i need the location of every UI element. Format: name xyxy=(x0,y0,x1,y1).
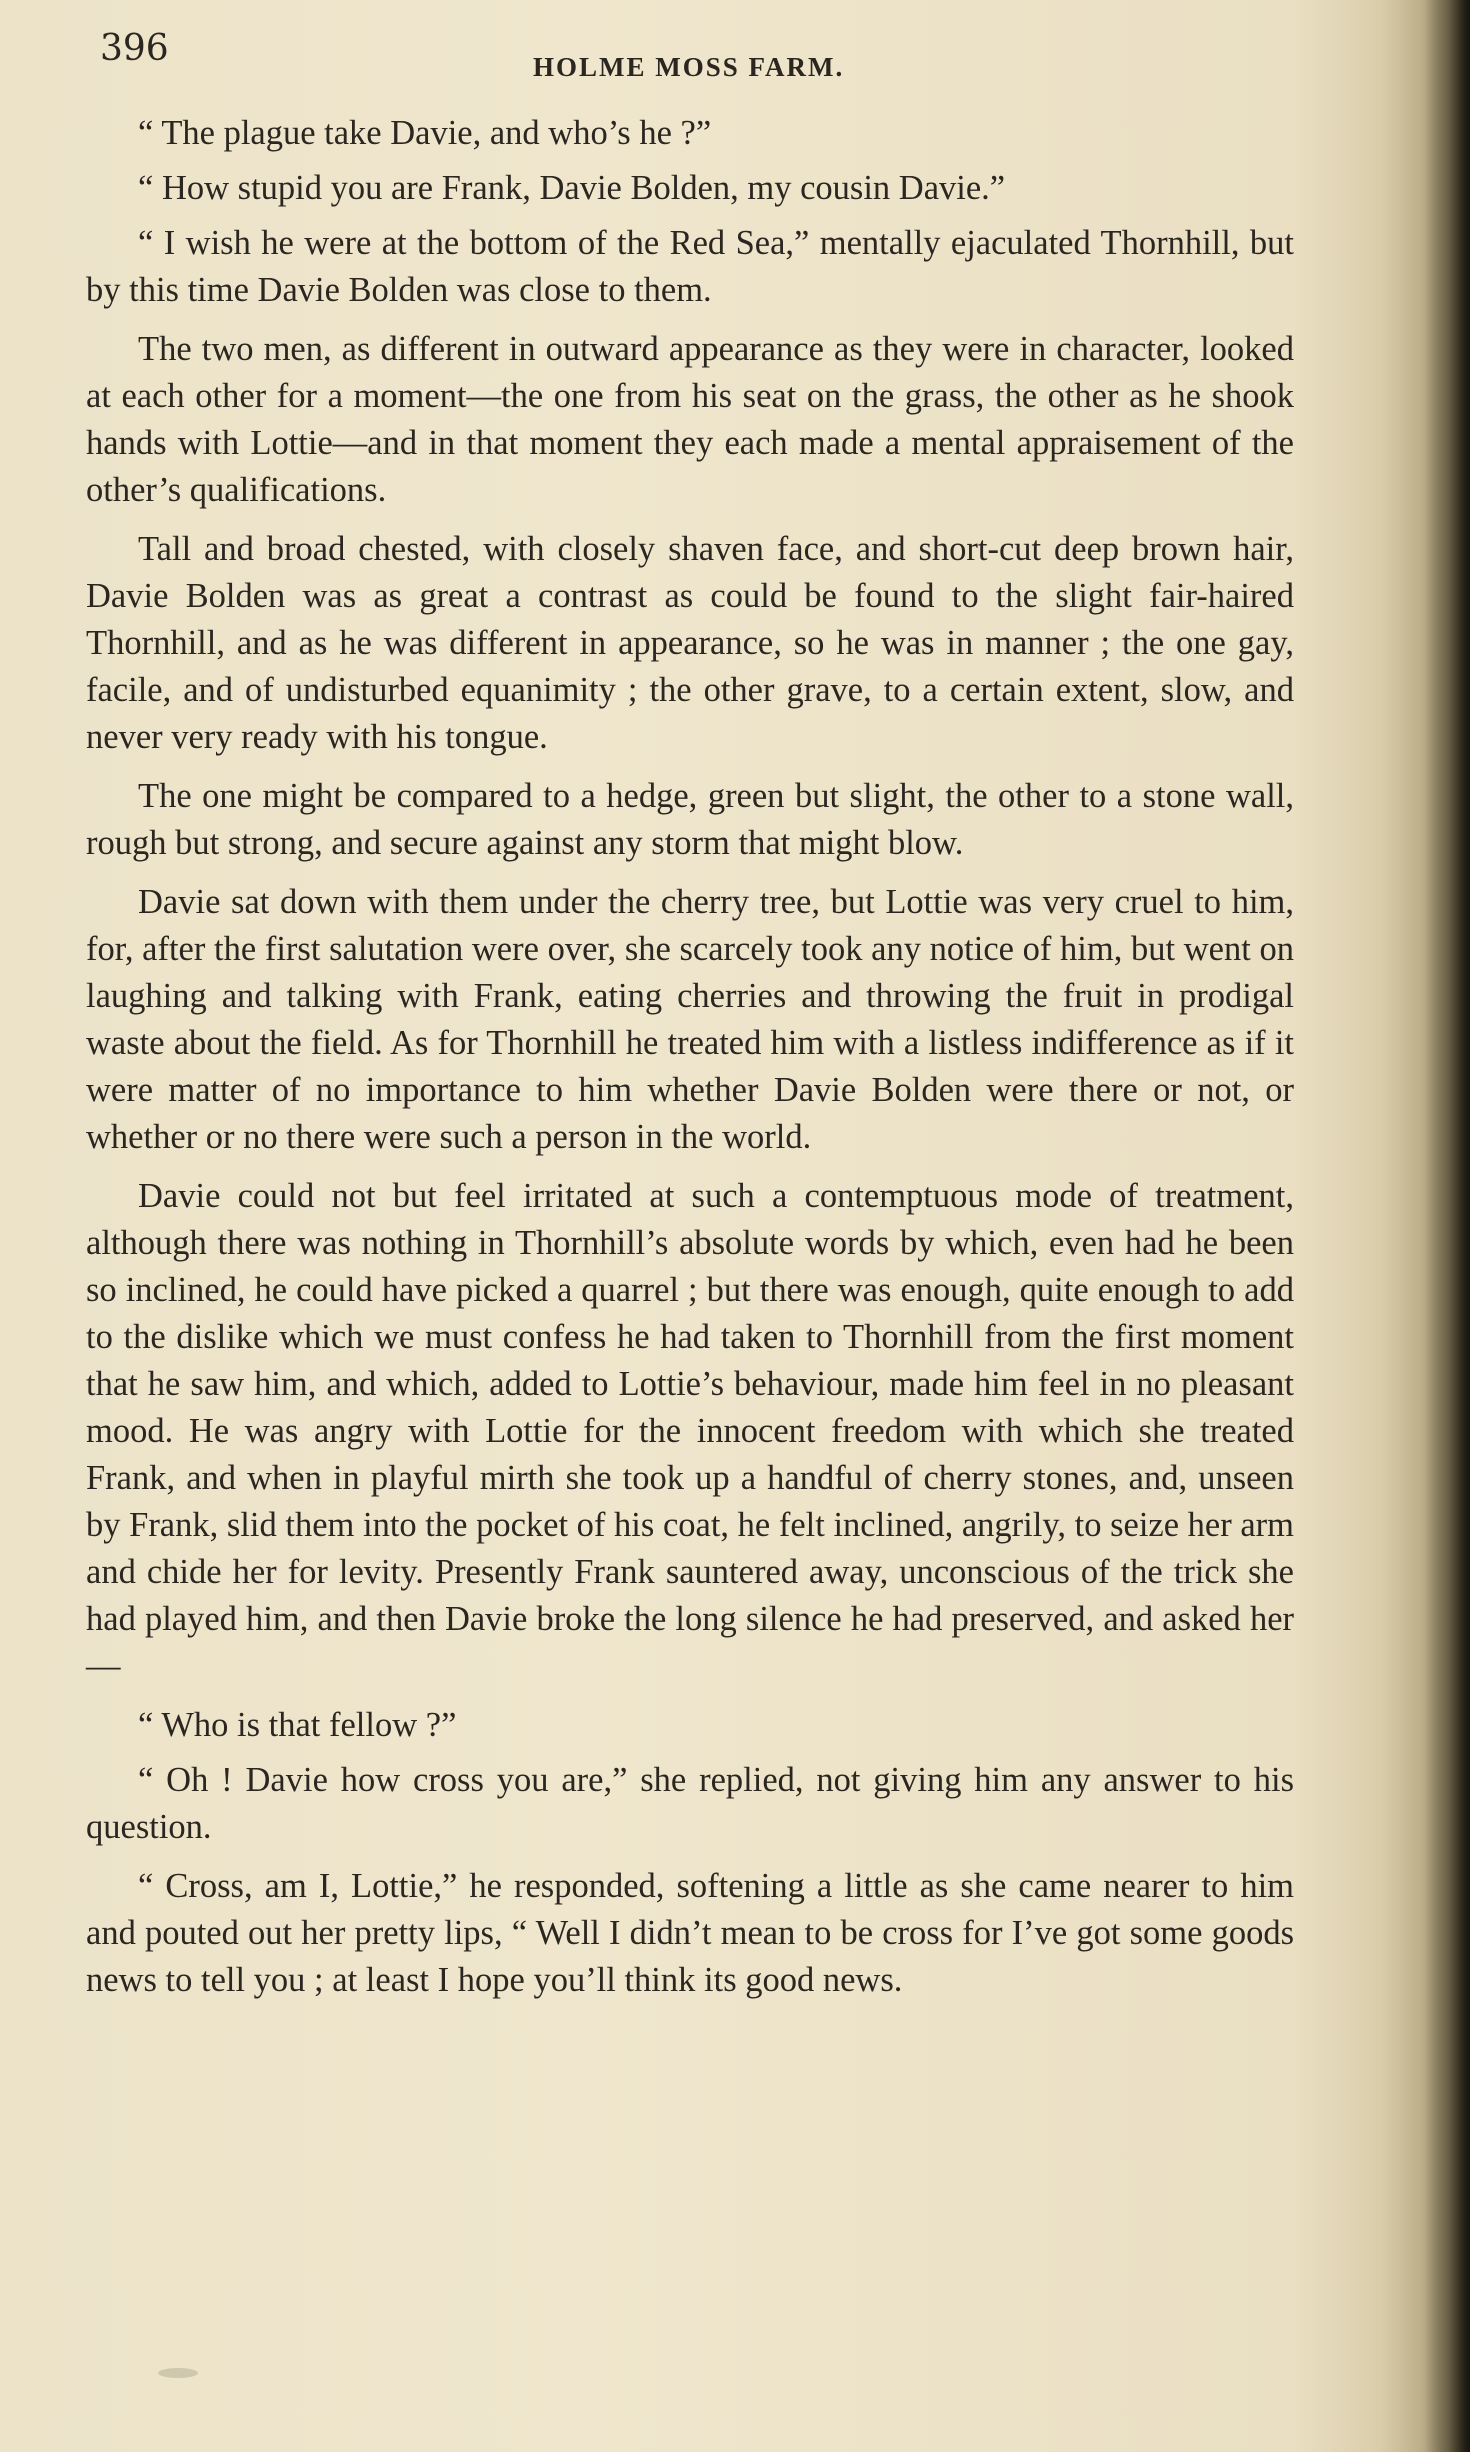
paragraph-7: Davie sat down with them under the cherry tree, but Lottie was very cruel to him, for, after the first salutation were over, she scarcely took any notice of him, but went on laughing and talking with Frank, eating cherries and throwing the fruit in prodigal waste about the field. As for Thornhill he treated him with a listless indifference as if it were matter of no importance to him whether Davie Bolden were there or not, or whether or no there were such a person in the world. xyxy=(86,883,1294,1156)
paragraph-9: “ Who is that fellow ?” xyxy=(138,1706,457,1744)
ink-smudge xyxy=(158,2368,198,2378)
paragraph-11: “ Cross, am I, Lottie,” he responded, softening a little as she came nearer to him and pouted out her pretty lips, “ Well I didn’t mean to be cross for I’ve got some goods news to tell you ; at least I hope you’ll think its good news. xyxy=(86,1867,1294,1999)
paragraph-4: The two men, as different in outward appearance as they were in character, looked at each other for a moment—the one from his seat on the grass, the other as he shook hands with Lottie—and in that moment they each made a mental appraisement of the other’s qualifications. xyxy=(86,330,1294,509)
paragraph-3: “ I wish he were at the bottom of the Red Sea,” mentally ejaculated Thornhill, but by this time Davie Bolden was close to them. xyxy=(86,224,1294,309)
page-text xyxy=(86,110,1294,2016)
paragraph-8: Davie could not but feel irritated at such a contemptuous mode of treatment, although there was nothing in Thornhill’s absolute words by which, even had he been so inclined, he could have picked a quarrel ; but there was enough, quite enough to add to the dislike which we must confess he had taken to Thornhill from the first moment that he saw him, and which, added to Lottie’s behaviour, made him feel in no pleasant mood. He was angry with Lottie for the innocent freedom with which she treated Frank, and when in playful mirth she took up a handful of cherry stones, and, unseen by Frank, slid them into the pocket of his coat, he felt inclined, angrily, to seize her arm and chide her for levity. Presently Frank sauntered away, unconscious of the trick she had played him, and then Davie broke the long silence he had preserved, and asked her— xyxy=(86,1177,1294,1685)
page-number: 396 xyxy=(100,28,169,69)
paragraph-6: The one might be compared to a hedge, green but slight, the other to a stone wall, rough but strong, and secure against any storm that might blow. xyxy=(86,777,1294,862)
paragraph-5: Tall and broad chested, with closely shaven face, and short-cut deep brown hair, Davie Bolden was as great a contrast as could be found to the slight fair-haired Thornhill, and as he was different in appearance, so he was in manner ; the one gay, facile, and of undisturbed equanimity ; the other grave, to a certain extent, slow, and never very ready with his tongue. xyxy=(86,530,1294,756)
book-spine-shadow xyxy=(1422,0,1470,2452)
running-title: HOLME MOSS FARM. xyxy=(533,52,845,82)
paragraph-10: “ Oh ! Davie how cross you are,” she replied, not giving him any answer to his question. xyxy=(86,1761,1294,1846)
paragraph-1: “ The plague take Davie, and who’s he ?” xyxy=(138,114,712,152)
paragraph-2: “ How stupid you are Frank, Davie Bolden, my cousin Davie.” xyxy=(138,169,1006,207)
